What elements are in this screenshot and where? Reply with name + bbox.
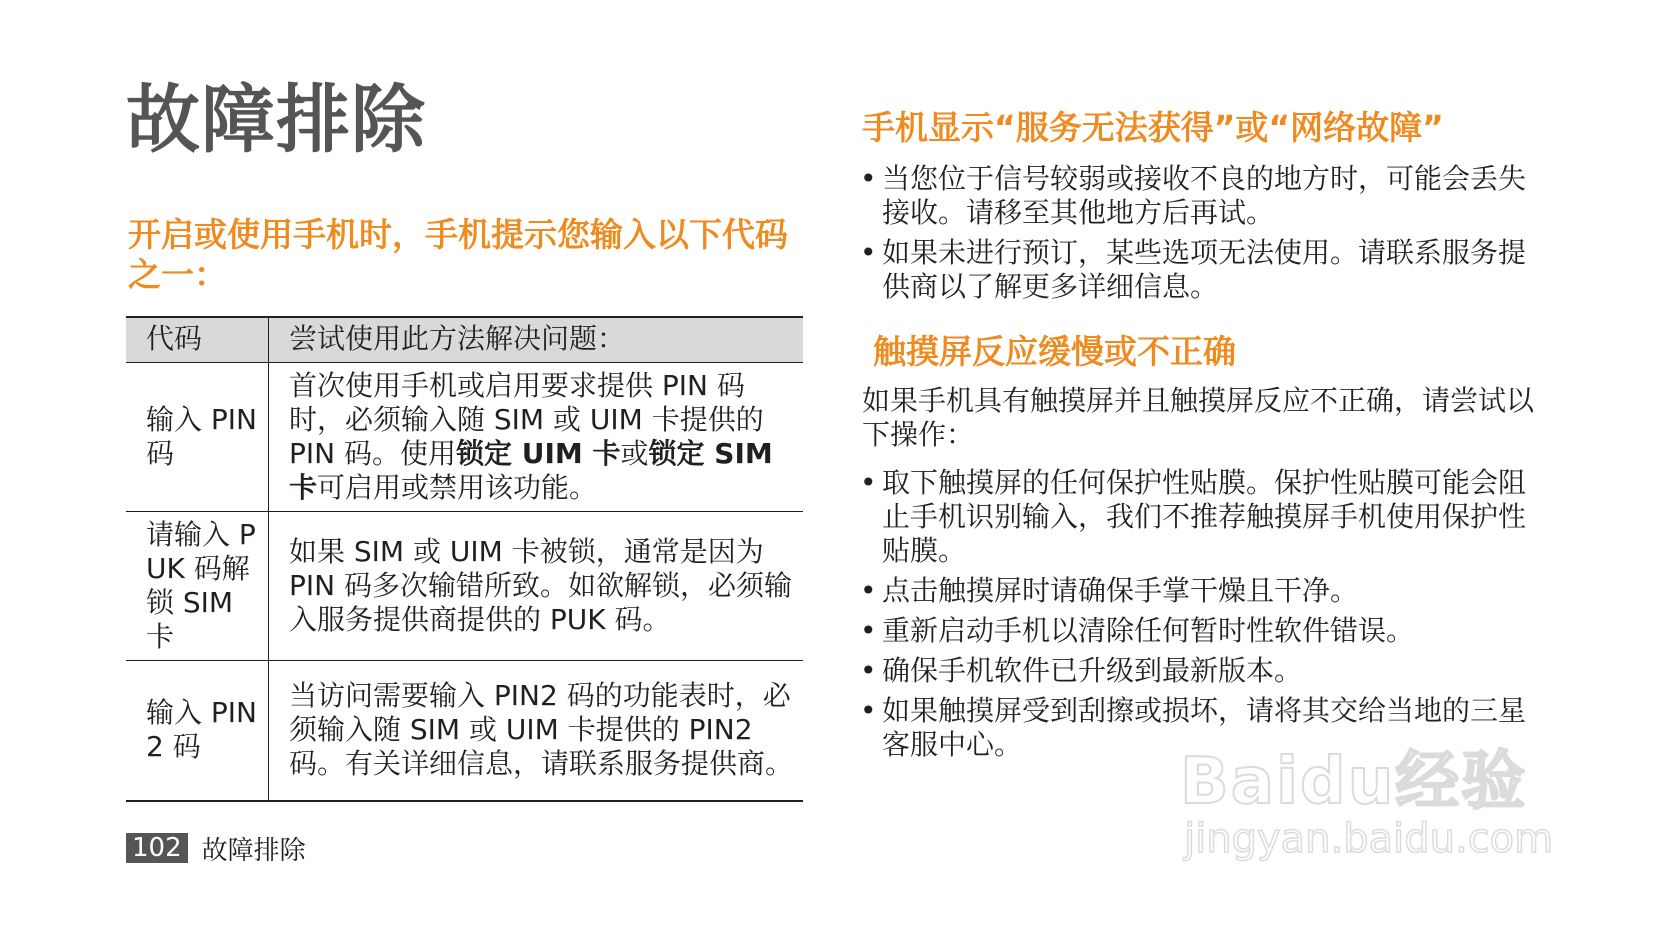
solution-text: 或	[620, 437, 649, 470]
list-item: • 如果未进行预订，某些选项无法使用。请联系服务提供商以了解更多详细信息。	[860, 236, 1530, 304]
table-cell-code: 输入 PIN 码	[126, 363, 269, 512]
list-item: • 确保手机软件已升级到最新版本。	[860, 654, 1530, 688]
touchscreen-heading: 触摸屏反应缓慢或不正确	[873, 332, 1236, 371]
code-table	[126, 316, 803, 802]
footer-section-label: 故障排除	[201, 835, 306, 866]
solution-text: 可启用或禁用该功能。	[317, 471, 598, 504]
table-cell-solution: 当访问需要输入 PIN2 码的功能表时，必须输入随 SIM 或 UIM 卡提供的 PIN2 码。有关详细信息，请联系服务提供商。	[269, 661, 804, 801]
list-item: • 取下触摸屏的任何保护性贴膜。保护性贴膜可能会阻止手机识别输入，我们不推荐触摸屏手机使用保护性贴膜。	[860, 466, 1530, 568]
table-row	[126, 661, 803, 801]
service-tips-list	[860, 162, 1530, 310]
table-row	[126, 512, 803, 661]
watermark-url: jingyan.baidu.com	[1184, 816, 1554, 862]
table-cell-code: 请输入 PUK 码解锁 SIM 卡	[126, 512, 269, 661]
watermark-logo: Baidu经验	[1180, 745, 1528, 819]
menu-term: 锁定 SIM 卡	[289, 437, 773, 504]
table-header-solution: 尝试使用此方法解决问题：	[269, 317, 804, 363]
table-row	[126, 363, 803, 512]
solution-text: 首次使用手机或启用要求提供 PIN 码时，必须输入随 SIM 或 UIM 卡提供的 PIN 码。使用	[289, 369, 764, 470]
list-item: • 当您位于信号较弱或接收不良的地方时，可能会丢失接收。请移至其他地方后再试。	[860, 162, 1530, 230]
list-item: • 如果触摸屏受到刮擦或损坏，请将其交给当地的三星客服中心。	[860, 694, 1530, 762]
table-header-row	[126, 317, 803, 363]
list-item: • 点击触摸屏时请确保手掌干燥且干净。	[860, 574, 1530, 608]
list-item: • 重新启动手机以清除任何暂时性软件错误。	[860, 614, 1530, 648]
service-unavailable-heading: 手机显示“服务无法获得”或“网络故障”	[862, 108, 1444, 147]
table-cell-solution: 如果 SIM 或 UIM 卡被锁，通常是因为 PIN 码多次输错所致。如欲解锁，必须输入服务提供商提供的 PUK 码。	[269, 512, 804, 661]
touchscreen-tips-list	[860, 466, 1530, 768]
baidu-watermark	[1180, 730, 1580, 880]
table-cell-code: 输入 PIN2 码	[126, 661, 269, 801]
page-title: 故障排除	[126, 77, 426, 163]
table-header-code: 代码	[126, 317, 269, 363]
table-cell-solution	[269, 363, 804, 512]
page-number: 102	[126, 833, 188, 863]
touchscreen-intro: 如果手机具有触摸屏并且触摸屏反应不正确，请尝试以下操作：	[862, 384, 1535, 451]
page-footer	[126, 832, 306, 864]
code-prompt-heading: 开启或使用手机时，手机提示您输入以下代码之一：	[128, 215, 788, 294]
menu-term: 锁定 UIM 卡	[456, 437, 621, 470]
